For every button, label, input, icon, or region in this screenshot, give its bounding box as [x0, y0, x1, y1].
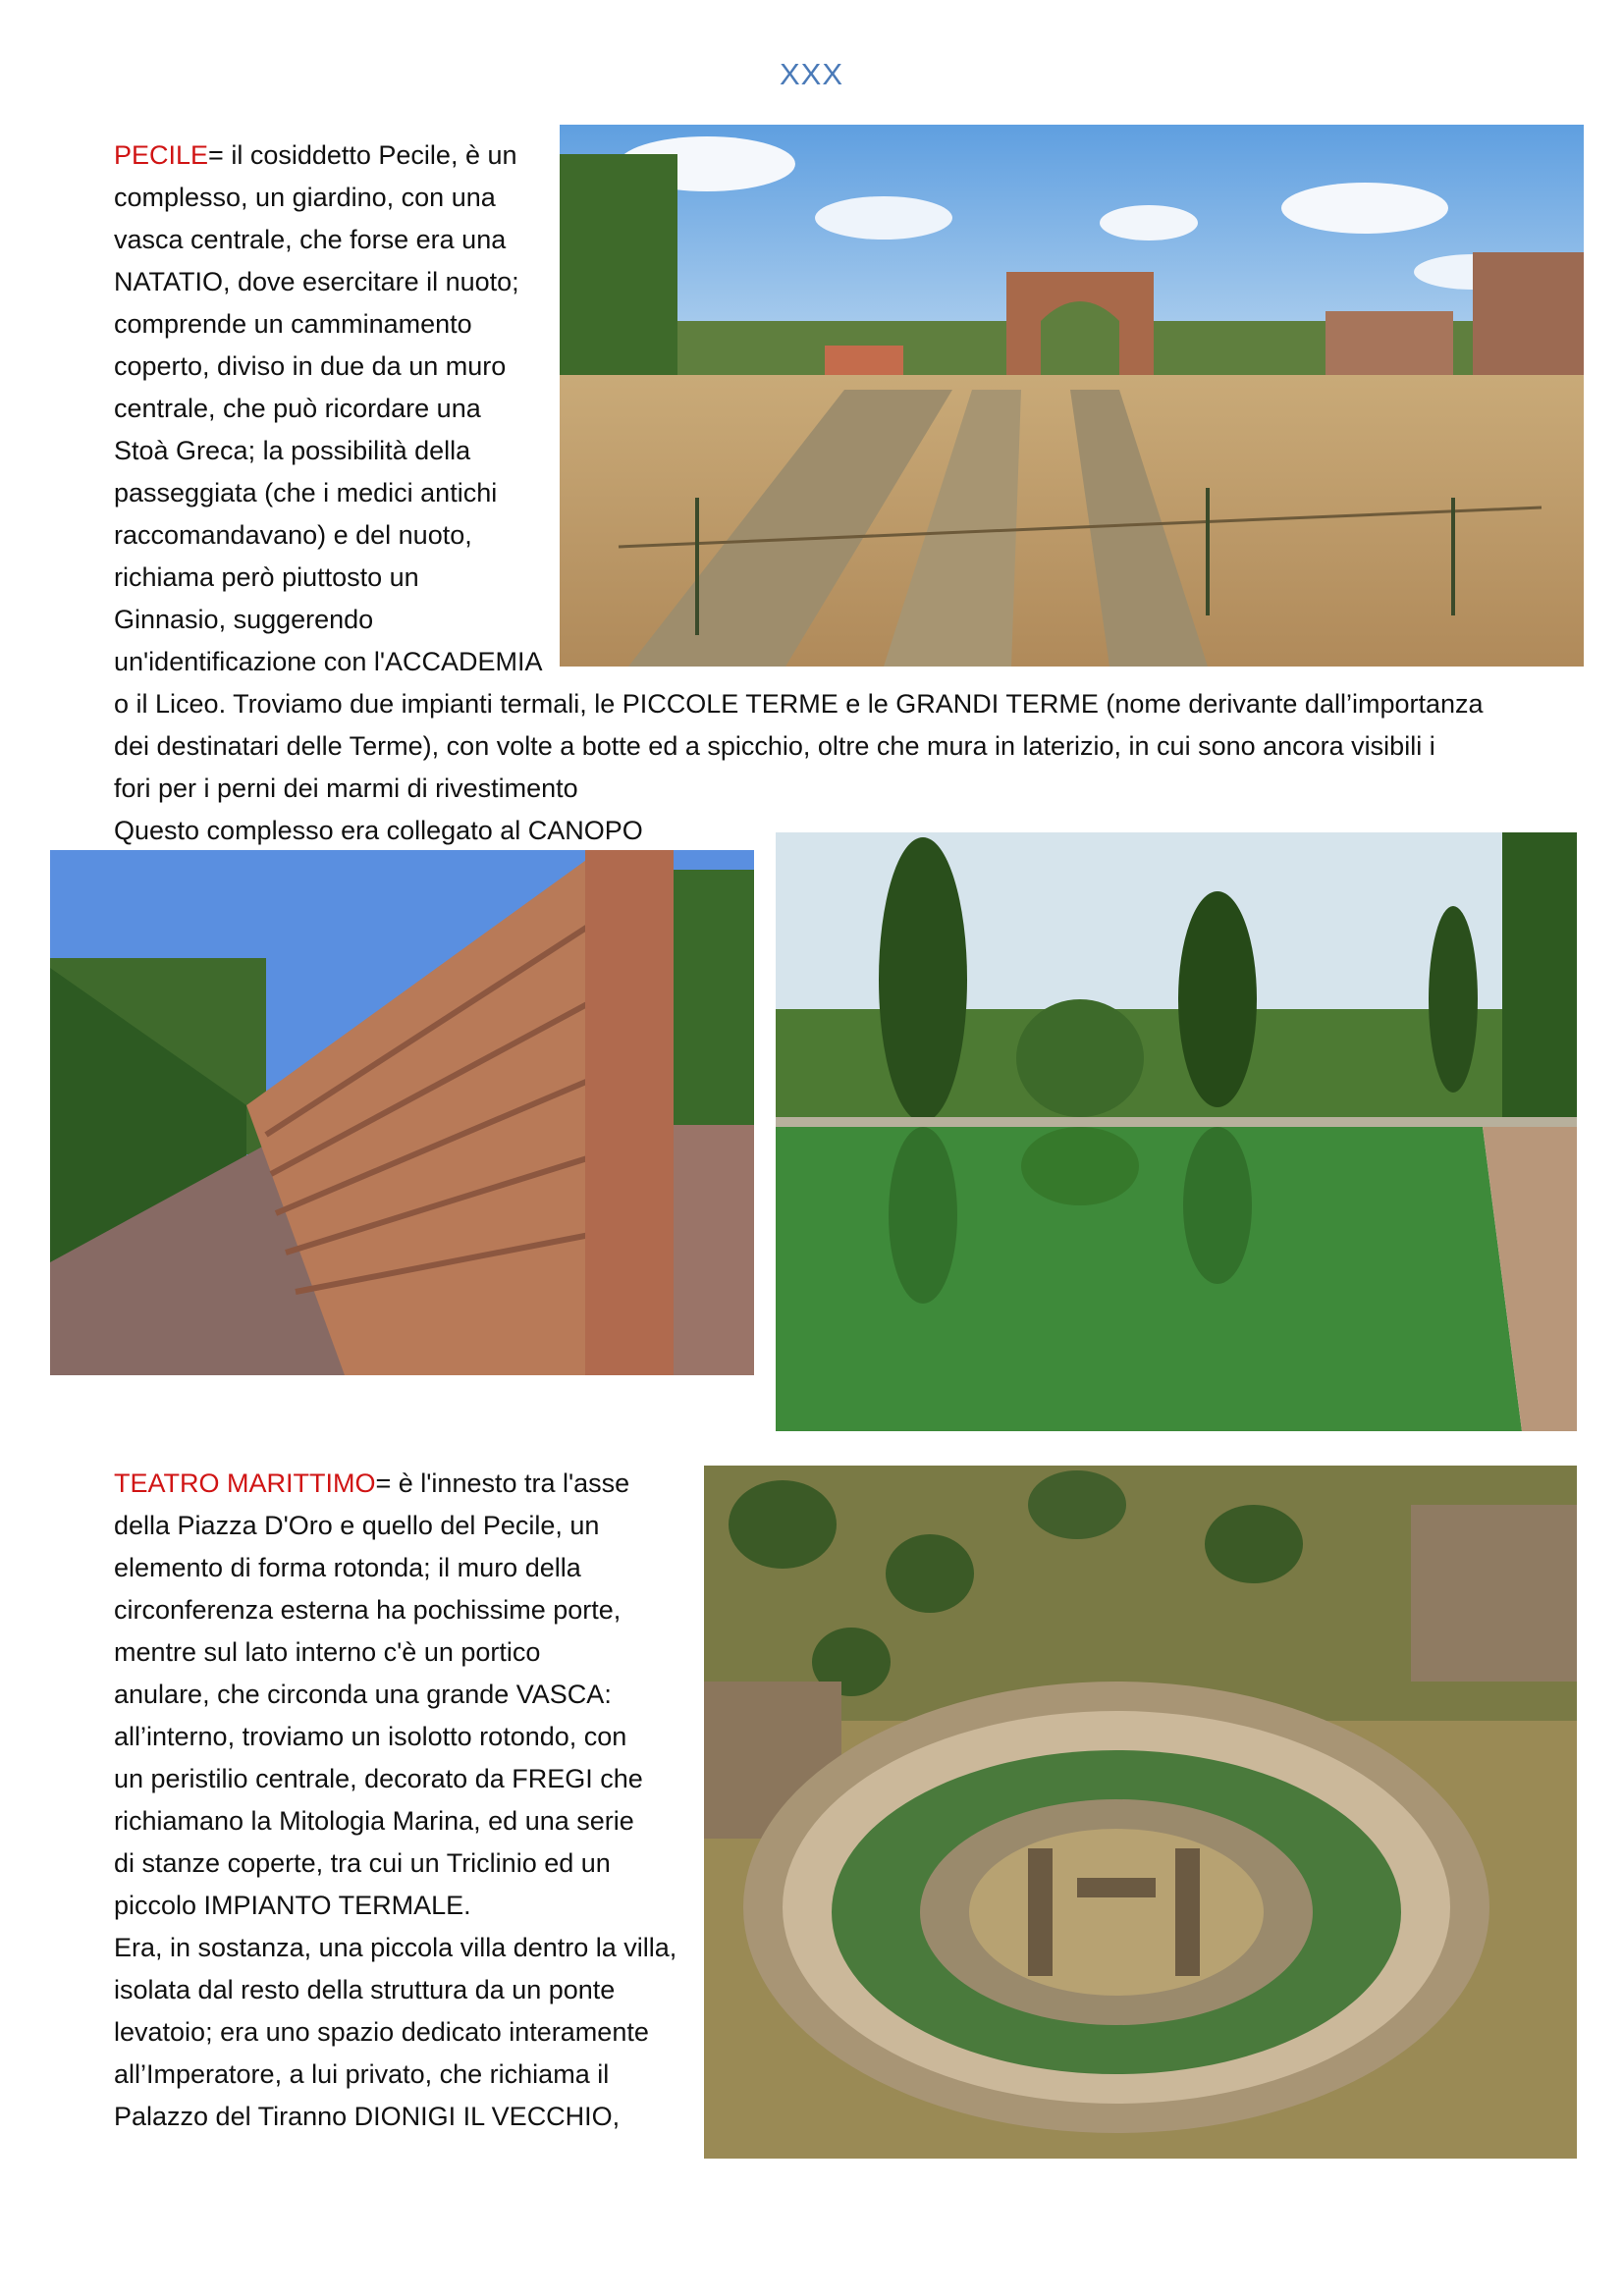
teatro-line: isolata dal resto della struttura da un ponte — [114, 1975, 616, 2004]
teatro-line: all’interno, troviamo un isolotto rotondo, con — [114, 1722, 627, 1751]
pecile-line: fori per i perni dei marmi di rivestimento — [114, 774, 578, 803]
teatro-line: piccolo IMPIANTO TERMALE. — [114, 1891, 471, 1920]
pecile-line: Questo complesso era collegato al CANOPO — [114, 816, 643, 845]
teatro-line-1: TEATRO MARITTIMO= è l'innesto tra l'asse — [114, 1468, 630, 1498]
pecile-paragraph-continued — [114, 683, 1528, 852]
teatro-line: circonferenza esterna ha pochissime porte, — [114, 1595, 622, 1625]
page-header: XXX — [779, 57, 844, 91]
teatro-line: anulare, che circonda una grande VASCA: — [114, 1680, 612, 1709]
pecile-line: centrale, che può ricordare una — [114, 394, 481, 423]
teatro-paragraph — [114, 1463, 703, 2138]
pecile-line: richiama però piuttosto un — [114, 562, 419, 592]
pecile-line: dei destinatari delle Terme), con volte a botte ed a spicchio, oltre che mura in laterizio, in cui sono ancora visibili i — [114, 731, 1435, 761]
teatro-marittimo-photo — [704, 1466, 1577, 2159]
pecile-line-1: PECILE= il cosiddetto Pecile, è un — [114, 140, 517, 170]
pecile-line: Ginnasio, suggerendo — [114, 605, 374, 634]
pecile-ruins-photo — [560, 125, 1584, 667]
pecile-line: passeggiata (che i medici antichi — [114, 478, 498, 507]
teatro-line: mentre sul lato interno c'è un portico — [114, 1637, 541, 1667]
pecile-line: comprende un camminamento — [114, 309, 472, 339]
teatro-term: TEATRO MARITTIMO — [114, 1468, 376, 1498]
teatro-line: all’Imperatore, a lui privato, che richiama il — [114, 2059, 610, 2089]
pecile-line: o il Liceo. Troviamo due impianti termali, le PICCOLE TERME e le GRANDI TERME (nome derivante dall’importanza — [114, 689, 1484, 719]
pecile-line: Stoà Greca; la possibilità della — [114, 436, 471, 465]
teatro-line: elemento di forma rotonda; il muro della — [114, 1553, 581, 1582]
teatro-line: Era, in sostanza, una piccola villa dentro la villa, — [114, 1933, 677, 1962]
teatro-line: un peristilio centrale, decorato da FREGI che — [114, 1764, 643, 1793]
pecile-line: complesso, un giardino, con una — [114, 183, 496, 212]
pecile-term: PECILE — [114, 140, 209, 170]
pecile-line: coperto, diviso in due da un muro — [114, 351, 507, 381]
teatro-line: di stanze coperte, tra cui un Triclinio ed un — [114, 1848, 611, 1878]
pecile-wall-photo — [50, 850, 754, 1375]
pecile-line: vasca centrale, che forse era una — [114, 225, 507, 254]
teatro-line: levatoio; era uno spazio dedicato interamente — [114, 2017, 649, 2047]
teatro-line: Palazzo del Tiranno DIONIGI IL VECCHIO, — [114, 2102, 621, 2131]
teatro-line: della Piazza D'Oro e quello del Pecile, un — [114, 1511, 600, 1540]
pecile-line: raccomandavano) e del nuoto, — [114, 520, 472, 550]
pecile-line: un'identificazione con l'ACCADEMIA — [114, 647, 543, 676]
pecile-line: NATATIO, dove esercitare il nuoto; — [114, 267, 519, 296]
teatro-line: richiamano la Mitologia Marina, ed una serie — [114, 1806, 634, 1836]
pecile-paragraph — [114, 134, 556, 683]
pecile-pool-photo — [776, 832, 1577, 1431]
